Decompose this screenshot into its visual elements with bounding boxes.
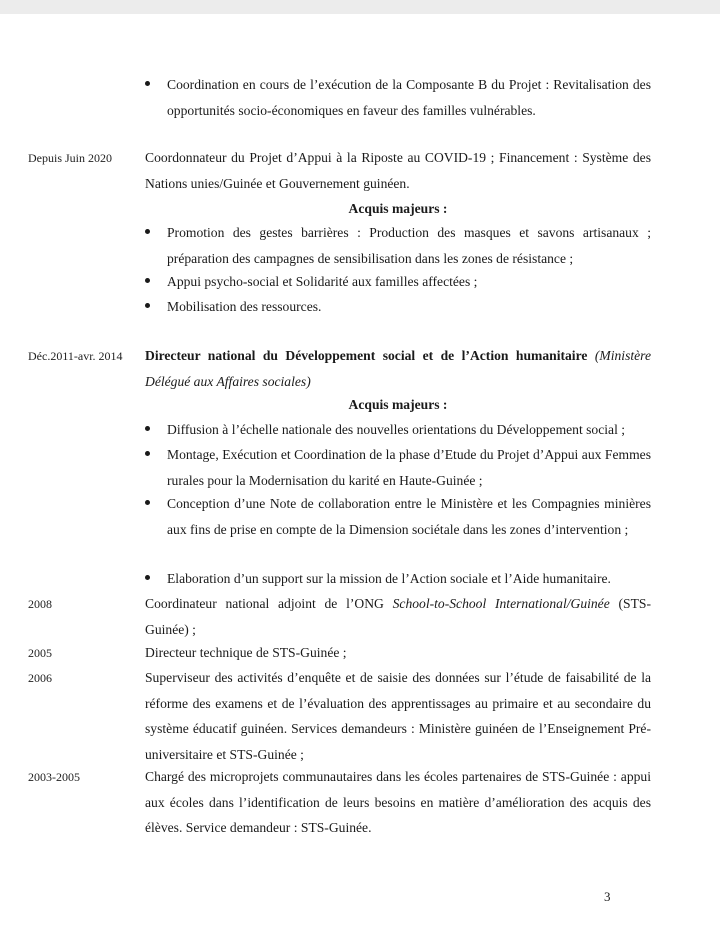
entry-title	[145, 343, 651, 394]
page-number: 3	[604, 889, 611, 904]
list-item	[145, 417, 651, 443]
list-item-text: Appui psycho-social et Solidarité aux familles affectées ;	[167, 274, 478, 289]
list-item-text: Conception d’une Note de collaboration entre le Ministère et les Compagnies minières aux fins de prise en compte de la Dimension sociétale dans les zones d’intervention ;	[167, 496, 651, 537]
entry-title-bold: Directeur national du Développement social et de l’Action humanitaire	[145, 348, 588, 363]
entry-text-part: (STS-Guinée) ;	[145, 596, 651, 637]
list-item-text: Montage, Exécution et Coordination de la phase d’Etude du Projet d’Appui aux Femmes rurales pour la Modernisation du karité en Haute-Guinée ;	[167, 447, 651, 488]
list-item	[145, 72, 651, 123]
list-item	[145, 442, 651, 493]
section-heading: Acquis majeurs :	[348, 201, 448, 216]
entry-date: 2003-2005	[28, 770, 80, 784]
list-item-text: Coordination en cours de l’exécution de la Composante B du Projet : Revitalisation des opportunités socio-économiques en faveur des familles vulnérables.	[167, 77, 651, 118]
list-item-text: Diffusion à l’échelle nationale des nouvelles orientations du Développement social ;	[167, 422, 626, 437]
list-item	[145, 491, 651, 542]
entry-text-part: Coordinateur national adjoint de l’ONG	[145, 596, 384, 611]
entry-text: Coordonnateur du Projet d’Appui à la Riposte au COVID-19 ; Financement : Système des Nations unies/Guinée et Gouvernement guinéen.	[145, 150, 651, 191]
entry-text	[145, 591, 651, 642]
entry-date: Depuis Juin 2020	[28, 151, 112, 165]
bullet-icon	[145, 229, 150, 234]
section-heading: Acquis majeurs :	[348, 397, 448, 412]
entry-text: Chargé des microprojets communautaires dans les écoles partenaires de STS-Guinée : appui aux écoles dans l’identification de leurs besoins en matière d’amélioration des acquis des élèves. Service demandeur : STS-Guinée.	[145, 769, 651, 836]
bullet-icon	[145, 451, 150, 456]
entry-date: 2008	[28, 597, 52, 611]
bullet-icon	[145, 278, 150, 283]
list-item	[145, 220, 651, 271]
list-item	[145, 269, 651, 295]
list-item-text: Promotion des gestes barrières : Production des masques et savons artisanaux ; préparation des campagnes de sensibilisation dans les zones de résistance ;	[167, 225, 651, 266]
entry-date: 2006	[28, 671, 52, 685]
list-item	[145, 566, 651, 592]
entry-date: Déc.2011-avr. 2014	[28, 349, 123, 363]
bullet-icon	[145, 303, 150, 308]
bullet-icon	[145, 575, 150, 580]
entry-title-italic: (Ministère Délégué aux Affaires sociales)	[145, 348, 651, 389]
list-item	[145, 294, 651, 320]
bullet-icon	[145, 500, 150, 505]
entry-text: Superviseur des activités d’enquête et de saisie des données sur l’étude de faisabilité de la réforme des examens et de l’évaluation des apprentissages au primaire et au secondaire du système éducatif guinéen. Services demandeurs : Ministère guinéen de l’Enseignement Pré-universitaire et STS-Guinée ;	[145, 670, 651, 762]
entry-date: 2005	[28, 646, 52, 660]
list-item-text: Elaboration d’un support sur la mission de l’Action sociale et l’Aide humanitaire.	[167, 571, 611, 586]
list-item-text: Mobilisation des ressources.	[167, 299, 322, 314]
entry-text-italic: School-to-School International/Guinée	[392, 596, 610, 611]
entry-text: Directeur technique de STS-Guinée ;	[145, 645, 347, 660]
bullet-icon	[145, 426, 150, 431]
bullet-icon	[145, 81, 150, 86]
